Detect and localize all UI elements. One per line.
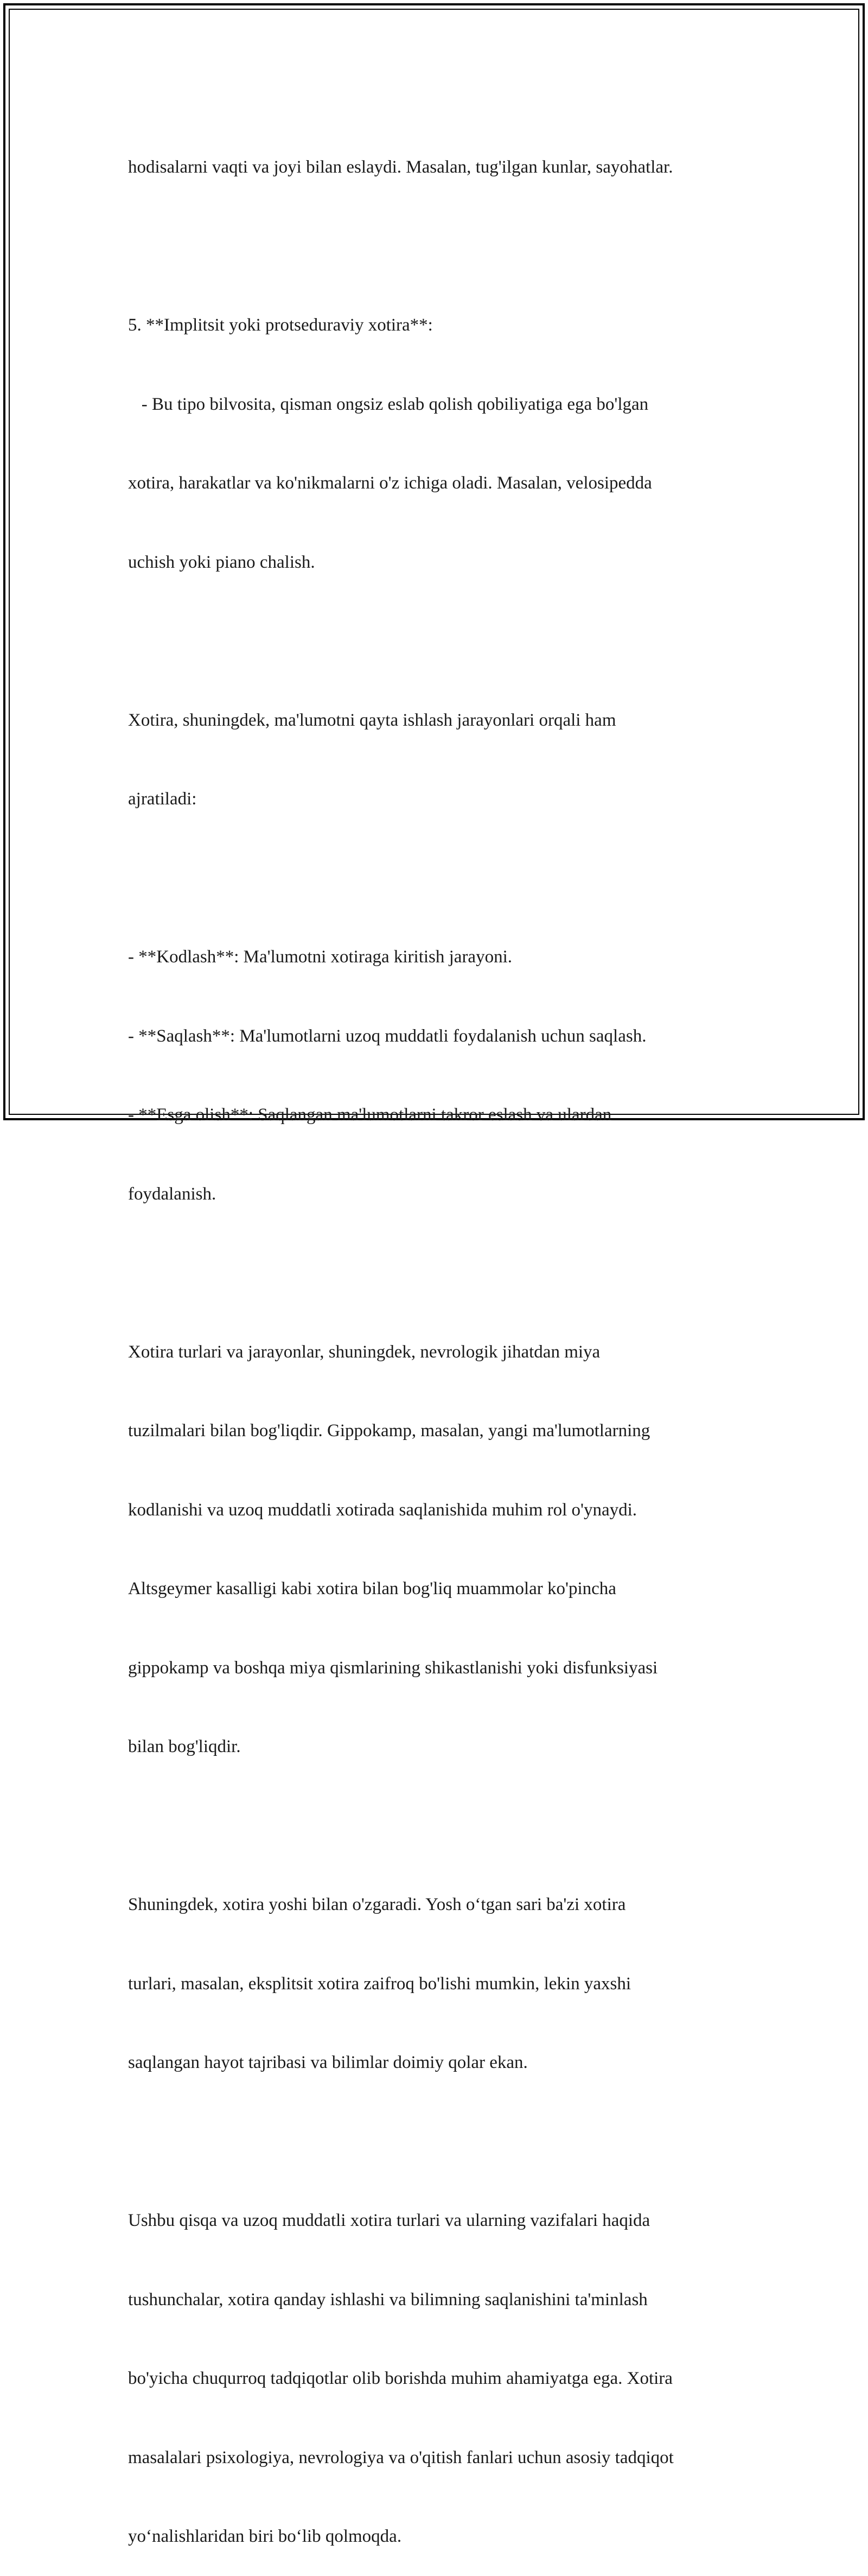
text-line: gippokamp va boshqa miya qismlarining shikastlanishi yoki disfunksiyasi [128, 1658, 658, 1678]
text-line: ajratiladi: [128, 789, 197, 809]
text-line: yo‘nalishlaridan biri bo‘lib qolmoqda. [128, 2527, 402, 2546]
text-line: Shuningdek, xotira yoshi bilan o'zgaradi. Yosh o‘tgan sari ba'zi xotira [128, 1895, 626, 1914]
blank-line [128, 1813, 741, 1839]
text-line: kodlanishi va uzoq muddatli xotirada saqlanishida muhim rol o'ynaydi. [128, 1500, 637, 1520]
blank-line [128, 233, 741, 260]
bullet-item: - **Esga olish**: Saqlangan ma'lumotlarni takror eslash va ulardan [128, 1105, 612, 1125]
document-body [128, 101, 741, 2576]
list-item-heading: 5. **Implitsit yoki protseduraviy xotira**: [128, 315, 433, 335]
text-line: tushunchalar, xotira qanday ishlashi va bilimning saqlanishini ta'minlash [128, 2289, 648, 2309]
text-line: turlari, masalan, eksplitsit xotira zaifroq bo'lishi mumkin, lekin yaxshi [128, 1974, 631, 1994]
text-line: bo'yicha chuqurroq tadqiqotlar olib borishda muhim ahamiyatga ega. Xotira [128, 2369, 673, 2388]
text-line: tuzilmalari bilan bog'liqdir. Gippokamp, masalan, yangi ma'lumotlarning [128, 1421, 650, 1441]
bullet-item: - **Kodlash**: Ma'lumotni xotiraga kiritish jarayoni. [128, 947, 513, 967]
text-line: - Bu tipo bilvosita, qisman ongsiz eslab qolish qobiliyatiga ega bo'lgan [128, 394, 649, 414]
text-line: foydalanish. [128, 1184, 216, 1204]
blank-line [128, 2129, 741, 2155]
text-line: masalalari psixologiya, nevrologiya va o'qitish fanlari uchun asosiy tadqiqot [128, 2447, 674, 2467]
text-line: xotira, harakatlar va ko'nikmalarni o'z ichiga oladi. Masalan, velosipedda [128, 473, 652, 493]
bullet-item: - **Saqlash**: Ma'lumotlarni uzoq muddatli foydalanish uchun saqlash. [128, 1026, 647, 1046]
text-line: hodisalarni vaqti va joyi bilan eslaydi. Masalan, tug'ilgan kunlar, sayohatlar. [128, 157, 673, 177]
blank-line [128, 1260, 741, 1286]
text-line: uchish yoki piano chalish. [128, 552, 315, 572]
text-line: Xotira, shuningdek, ma'lumotni qayta ishlash jarayonlari orqali ham [128, 710, 616, 730]
text-line: Xotira turlari va jarayonlar, shuningdek, nevrologik jihatdan miya [128, 1342, 601, 1362]
text-line: saqlangan hayot tajribasi va bilimlar doimiy qolar ekan. [128, 2053, 528, 2072]
text-line: Altsgeymer kasalligi kabi xotira bilan bog'liq muammolar ko'pincha [128, 1579, 616, 1598]
text-line: Ushbu qisqa va uzoq muddatli xotira turlari va ularning vazifalari haqida [128, 2211, 650, 2230]
blank-line [128, 628, 741, 655]
blank-line [128, 865, 741, 892]
text-line: bilan bog'liqdir. [128, 1737, 241, 1756]
